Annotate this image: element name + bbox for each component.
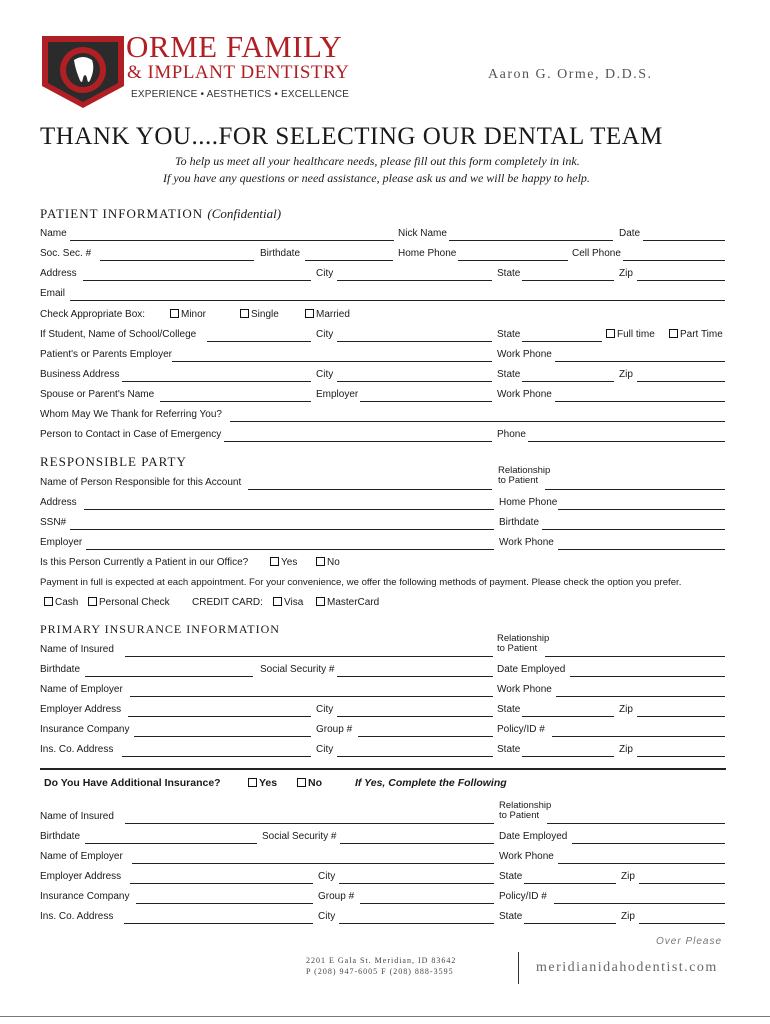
checkbox-icon [44, 597, 53, 606]
footer-address: 2201 E Gala St. Meridian, ID 83642 [306, 956, 457, 965]
zip-label: Zip [619, 268, 633, 279]
student-state-label: State [497, 329, 521, 340]
additional-ssn-field[interactable] [340, 843, 494, 844]
primary-ins-company-field[interactable] [134, 736, 311, 737]
checkbox-icon [270, 557, 279, 566]
primary-city-label: City [316, 704, 334, 715]
additional-policy-field[interactable] [554, 903, 725, 904]
primary-zip-field[interactable] [637, 716, 725, 717]
no-label: No [327, 557, 340, 568]
referral-field[interactable] [230, 421, 725, 422]
single-checkbox[interactable] [240, 309, 279, 321]
email-label: Email [40, 288, 66, 299]
primary-birthdate-field[interactable] [85, 676, 253, 677]
to-patient-text: to Patient [499, 810, 540, 821]
payment-note: Payment in full is expected at each appointment. For your convenience, we offer the following methods of payment. Please check the option you prefer. [40, 577, 682, 588]
yes-label: Yes [281, 557, 298, 568]
primary-employer-name-field[interactable] [130, 696, 493, 697]
primary-relationship-label [497, 634, 549, 654]
spouse-work-phone-label: Work Phone [497, 389, 552, 400]
minor-label: Minor [181, 309, 207, 320]
additional-employer-name-field[interactable] [132, 863, 494, 864]
student-label: If Student, Name of School/College [40, 329, 197, 340]
if-yes-note: If Yes, Complete the Following [355, 777, 507, 789]
city-label: City [316, 268, 334, 279]
primary-ins-address-label: Ins. Co. Address [40, 744, 114, 755]
business-state-field[interactable] [522, 381, 614, 382]
additional-state-label: State [499, 871, 523, 882]
responsible-name-label: Name of Person Responsible for this Account [40, 477, 242, 488]
relationship-text: Relationship [498, 465, 551, 476]
page-bottom-edge [0, 1016, 770, 1017]
primary-ins-city-field[interactable] [337, 756, 493, 757]
date-field[interactable] [643, 240, 725, 241]
soc-sec-label: Soc. Sec. # [40, 248, 92, 259]
cell-phone-label: Cell Phone [572, 248, 621, 259]
state-field[interactable] [522, 280, 614, 281]
business-city-label: City [316, 369, 334, 380]
current-patient-question: Is this Person Currently a Patient in our Office? [40, 557, 249, 568]
responsible-relationship-field[interactable] [545, 489, 725, 490]
primary-employer-name-label: Name of Employer [40, 684, 123, 695]
spouse-work-phone-field[interactable] [555, 401, 725, 402]
intro-line-2: If you have any questions or need assistance, please ask us and we will be happy to help. [163, 171, 590, 185]
additional-ins-address-field[interactable] [124, 923, 313, 924]
tooth-logo-icon [40, 34, 126, 110]
additional-name-insured-field[interactable] [125, 823, 494, 824]
primary-date-employed-label: Date Employed [497, 664, 566, 675]
city-field[interactable] [337, 280, 492, 281]
additional-work-phone-field[interactable] [558, 863, 725, 864]
additional-birthdate-label: Birthdate [40, 831, 81, 842]
responsible-name-field[interactable] [248, 489, 492, 490]
business-address-field[interactable] [122, 381, 311, 382]
part-time-label: Part Time [680, 329, 723, 340]
primary-name-insured-label: Name of Insured [40, 644, 114, 655]
responsible-birthdate-label: Birthdate [499, 517, 540, 528]
patient-section-heading [40, 206, 281, 222]
birthdate-field[interactable] [305, 260, 393, 261]
to-patient-text: to Patient [498, 475, 539, 486]
email-field[interactable] [70, 300, 725, 301]
primary-zip-label: Zip [619, 704, 633, 715]
primary-ins-company-label: Insurance Company [40, 724, 130, 735]
footer-phones: P (208) 947-6005 F (208) 888-3595 [306, 967, 454, 976]
responsible-home-phone-field[interactable] [558, 509, 725, 510]
primary-ssn-field[interactable] [337, 676, 493, 677]
primary-date-employed-field[interactable] [570, 676, 725, 677]
additional-group-label: Group # [318, 891, 355, 902]
primary-insurance-heading: PRIMARY INSURANCE INFORMATION [40, 622, 280, 636]
additional-relationship-label [499, 801, 551, 821]
visa-checkbox[interactable] [273, 597, 303, 609]
primary-policy-label: Policy/ID # [497, 724, 545, 735]
cash-checkbox[interactable] [44, 597, 78, 609]
patient-heading-note: (Confidential) [207, 206, 282, 221]
primary-ins-state-field[interactable] [522, 756, 614, 757]
additional-city-label: City [318, 871, 336, 882]
student-field[interactable] [207, 341, 311, 342]
birthdate-label: Birthdate [260, 248, 301, 259]
zip-field[interactable] [637, 280, 725, 281]
primary-work-phone-label: Work Phone [497, 684, 552, 695]
emergency-phone-label: Phone [497, 429, 526, 440]
footer-website[interactable]: meridianidahodentist.com [536, 960, 718, 975]
minor-checkbox[interactable] [170, 309, 206, 321]
additional-relationship-field[interactable] [547, 823, 725, 824]
married-checkbox[interactable] [305, 309, 350, 321]
additional-policy-label: Policy/ID # [499, 891, 547, 902]
cash-label: Cash [55, 597, 79, 608]
primary-name-insured-field[interactable] [125, 656, 493, 657]
student-city-field[interactable] [337, 341, 492, 342]
practice-subtitle: & IMPLANT DENTISTRY [127, 62, 350, 83]
student-city-label: City [316, 329, 334, 340]
primary-relationship-field[interactable] [545, 656, 725, 657]
additional-ins-city-field[interactable] [339, 923, 494, 924]
checkbox-icon [297, 778, 306, 787]
primary-employer-address-field[interactable] [128, 716, 311, 717]
additional-employer-address-label: Employer Address [40, 871, 122, 882]
yes-label: Yes [259, 777, 278, 789]
soc-sec-field[interactable] [100, 260, 254, 261]
primary-state-field[interactable] [522, 716, 614, 717]
business-city-field[interactable] [337, 381, 492, 382]
primary-birthdate-label: Birthdate [40, 664, 81, 675]
relationship-text: Relationship [499, 800, 552, 811]
checkbox-icon [248, 778, 257, 787]
additional-ins-state-field[interactable] [524, 923, 616, 924]
additional-group-field[interactable] [360, 903, 494, 904]
referral-label: Whom May We Thank for Referring You? [40, 409, 222, 420]
additional-ins-company-field[interactable] [136, 903, 313, 904]
spouse-label: Spouse or Parent's Name [40, 389, 155, 400]
additional-name-insured-label: Name of Insured [40, 811, 114, 822]
additional-insurance-question: Do You Have Additional Insurance? [44, 777, 221, 789]
responsible-home-phone-label: Home Phone [499, 497, 558, 508]
responsible-birthdate-field[interactable] [542, 529, 725, 530]
footer-divider [518, 952, 519, 984]
additional-ins-state-label: State [499, 911, 523, 922]
additional-birthdate-field[interactable] [85, 843, 257, 844]
additional-ins-city-label: City [318, 911, 336, 922]
full-time-checkbox[interactable] [606, 329, 655, 341]
intro-line-1: To help us meet all your healthcare needs, please fill out this form completely in ink. [175, 154, 580, 168]
checkbox-icon [170, 309, 179, 318]
married-label: Married [316, 309, 350, 320]
full-time-label: Full time [617, 329, 655, 340]
checkbox-icon [305, 309, 314, 318]
responsible-work-phone-field[interactable] [558, 549, 725, 550]
additional-employer-address-field[interactable] [130, 883, 313, 884]
primary-ins-address-field[interactable] [122, 756, 311, 757]
page-title: THANK YOU....FOR SELECTING OUR DENTAL TEAM [40, 123, 663, 150]
additional-yes-checkbox[interactable] [248, 777, 277, 789]
checkbox-icon [606, 329, 615, 338]
additional-ins-company-label: Insurance Company [40, 891, 130, 902]
state-label: State [497, 268, 521, 279]
patient-heading-text: PATIENT INFORMATION [40, 206, 204, 221]
work-phone-label: Work Phone [497, 349, 552, 360]
checkbox-icon [669, 329, 678, 338]
additional-employer-name-label: Name of Employer [40, 851, 123, 862]
mastercard-checkbox[interactable] [316, 597, 379, 609]
nick-name-label: Nick Name [398, 228, 447, 239]
primary-ins-zip-label: Zip [619, 744, 633, 755]
responsible-relationship-label [498, 466, 550, 486]
emergency-phone-field[interactable] [528, 441, 725, 442]
primary-city-field[interactable] [337, 716, 493, 717]
visa-label: Visa [284, 597, 304, 608]
responsible-employer-field[interactable] [86, 549, 494, 550]
checkbox-icon [240, 309, 249, 318]
work-phone-field[interactable] [555, 361, 725, 362]
personal-check-label: Personal Check [99, 597, 170, 608]
nick-name-field[interactable] [449, 240, 613, 241]
primary-state-label: State [497, 704, 521, 715]
responsible-heading: RESPONSIBLE PARTY [40, 454, 187, 469]
additional-date-employed-label: Date Employed [499, 831, 568, 842]
mastercard-label: MasterCard [327, 597, 380, 608]
additional-zip-label: Zip [621, 871, 635, 882]
additional-date-employed-field[interactable] [572, 843, 725, 844]
responsible-address-label: Address [40, 497, 77, 508]
over-please: Over Please [656, 936, 723, 947]
name-label: Name [40, 228, 67, 239]
logo [40, 34, 126, 110]
business-state-label: State [497, 369, 521, 380]
doctor-name: Aaron G. Orme, D.D.S. [488, 67, 653, 82]
emergency-label: Person to Contact in Case of Emergency [40, 429, 222, 440]
emergency-field[interactable] [224, 441, 492, 442]
employer-of-field[interactable] [172, 361, 492, 362]
credit-card-label: CREDIT CARD: [192, 597, 263, 608]
spouse-employer-field[interactable] [360, 401, 492, 402]
home-phone-label: Home Phone [398, 248, 457, 259]
current-no-checkbox[interactable] [316, 557, 340, 569]
responsible-employer-label: Employer [40, 537, 83, 548]
relationship-text: Relationship [497, 633, 550, 644]
single-label: Single [251, 309, 279, 320]
name-field[interactable] [70, 240, 394, 241]
spouse-employer-label: Employer [316, 389, 359, 400]
additional-no-checkbox[interactable] [297, 777, 322, 789]
cell-phone-field[interactable] [623, 260, 725, 261]
practice-tagline: EXPERIENCE • AESTHETICS • EXCELLENCE [131, 89, 350, 100]
primary-ssn-label: Social Security # [260, 664, 335, 675]
responsible-work-phone-label: Work Phone [499, 537, 554, 548]
additional-work-phone-label: Work Phone [499, 851, 554, 862]
date-label: Date [619, 228, 641, 239]
checkbox-icon [273, 597, 282, 606]
section-divider [40, 768, 726, 770]
primary-group-field[interactable] [358, 736, 493, 737]
additional-ins-address-label: Ins. Co. Address [40, 911, 114, 922]
additional-state-field[interactable] [524, 883, 616, 884]
employer-of-label: Patient's or Parents Employer [40, 349, 172, 360]
no-label: No [308, 777, 322, 789]
checkbox-icon [316, 597, 325, 606]
personal-check-checkbox[interactable] [88, 597, 170, 609]
primary-policy-field[interactable] [552, 736, 725, 737]
part-time-checkbox[interactable] [669, 329, 723, 341]
additional-zip-field[interactable] [639, 883, 725, 884]
practice-name: ORME FAMILY [126, 29, 343, 64]
spouse-field[interactable] [160, 401, 311, 402]
to-patient-text: to Patient [497, 643, 538, 654]
primary-ins-zip-field[interactable] [637, 756, 725, 757]
business-address-label: Business Address [40, 369, 120, 380]
checkbox-icon [88, 597, 97, 606]
checkbox-icon [316, 557, 325, 566]
current-yes-checkbox[interactable] [270, 557, 297, 569]
check-box-label: Check Appropriate Box: [40, 309, 146, 320]
primary-employer-address-label: Employer Address [40, 704, 122, 715]
address-field[interactable] [83, 280, 311, 281]
responsible-ssn-field[interactable] [70, 529, 494, 530]
responsible-ssn-label: SSN# [40, 517, 67, 528]
responsible-address-field[interactable] [84, 509, 494, 510]
primary-ins-state-label: State [497, 744, 521, 755]
business-zip-field[interactable] [637, 381, 725, 382]
additional-city-field[interactable] [339, 883, 494, 884]
student-state-field[interactable] [522, 341, 602, 342]
business-zip-label: Zip [619, 369, 633, 380]
additional-ssn-label: Social Security # [262, 831, 337, 842]
address-label: Address [40, 268, 77, 279]
primary-ins-city-label: City [316, 744, 334, 755]
home-phone-field[interactable] [458, 260, 568, 261]
primary-group-label: Group # [316, 724, 353, 735]
additional-ins-zip-label: Zip [621, 911, 635, 922]
primary-work-phone-field[interactable] [556, 696, 725, 697]
additional-ins-zip-field[interactable] [639, 923, 725, 924]
